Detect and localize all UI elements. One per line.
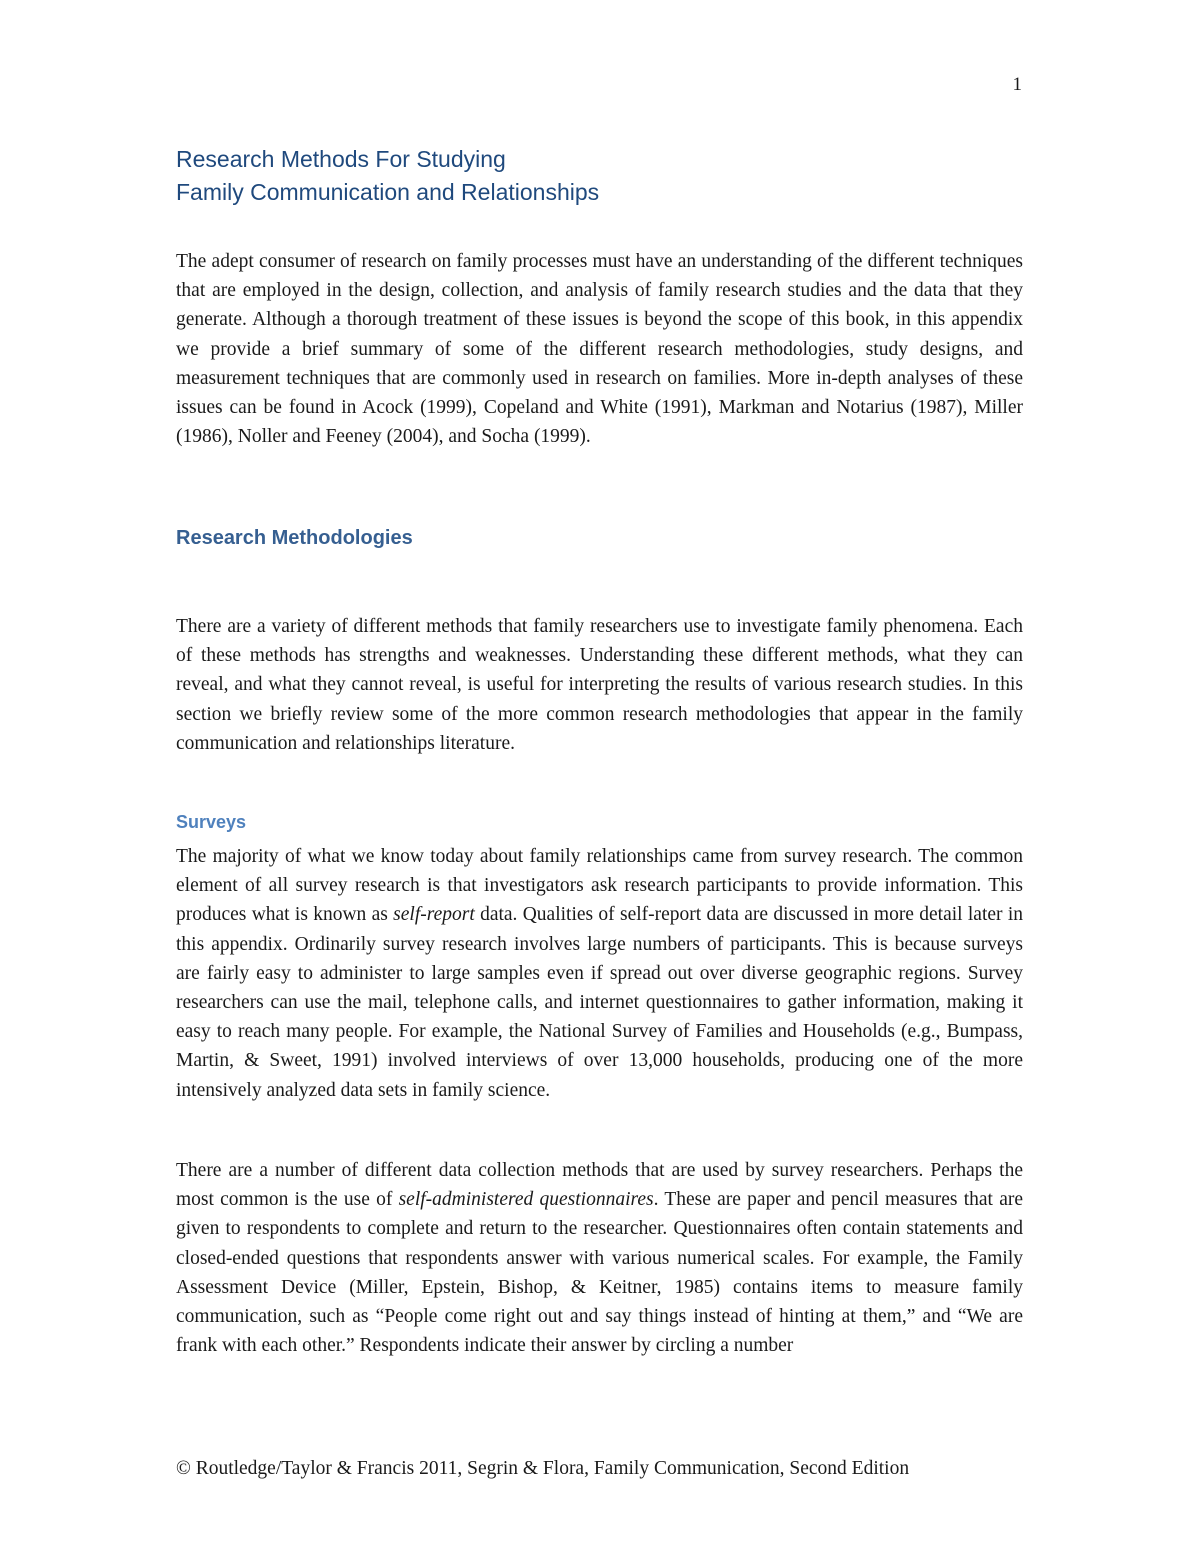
methods-text-1: There are a number of different data collection methods that are used by survey researchers. Perhaps the most common is the use of — [176, 1160, 1023, 1211]
methodologies-paragraph: There are a variety of different methods that family researchers use to investigate family phenomena. Each of these methods has strengths and weaknesses. Understanding these different methods, what they can reveal, and what they cannot reveal, is useful for interpreting the results of various research studies. In this section we briefly review some of the more common research methodologies that appear in the family communication and relationships literature. — [176, 616, 1023, 754]
surveys-text-1: The majority of what we know today about family relationships came from survey research. The common element of all survey research is that investigators ask research participants to provide information. This produces what is known as — [176, 846, 1023, 926]
page-number: 1 — [1012, 74, 1022, 95]
methods-emphasis-questionnaires: self-administered questionnaires — [398, 1189, 654, 1211]
methods-text-2: . These are paper and pencil measures that are given to respondents to complete and return to the researcher. Questionnaires often contain statements and closed-ended questions that respondents answer with various numerical scales. For example, the Family Assessment Device (Miller, Epstein, Bishop, & Keitner, 1985) contains items to measure family communication, such as “People come right out and say things instead of hinting at them,” and “We are frank with each other.” Respondents indicate their answer by circling a number — [176, 1189, 1024, 1357]
data-collection-paragraph — [176, 1156, 1023, 1360]
title-line-2: Family Communication and Relationships — [176, 179, 600, 205]
document-title — [176, 143, 1036, 209]
intro-paragraph: The adept consumer of research on family processes must have an understanding of the different techniques that are employed in the design, collection, and analysis of family research studies and the data that they generate. Although a thorough treatment of these issues is beyond the scope of this book, in this appendix we provide a brief summary of some of the different research methodologies, study designs, and measurement techniques that are commonly used in research on families. More in-depth analyses of these issues can be found in Acock (1999), Copeland and White (1991), Markman and Notarius (1987), Miller (1986), Noller and Feeney (2004), and Socha (1999). — [176, 251, 1023, 448]
copyright-footer: © Routledge/Taylor & Francis 2011, Segrin & Flora, Family Communication, Second Edition — [176, 1458, 910, 1479]
surveys-emphasis-self-report: self-report — [393, 904, 475, 926]
surveys-paragraph — [176, 842, 1023, 1105]
surveys-text-2: data. Qualities of self-report data are discussed in more detail later in this appendix. Ordinarily survey research involves large numbers of participants. This is because surveys are fairly easy to administer to large samples even if spread out over diverse geographic regions. Survey researchers can use the mail, telephone calls, and internet questionnaires to gather information, making it easy to reach many people. For example, the National Survey of Families and Households (e.g., Bumpass, Martin, & Sweet, 1991) involved interviews of over 13,000 households, producing one of the more intensively analyzed data sets in family science. — [176, 904, 1023, 1101]
section-heading-research-methodologies: Research Methodologies — [176, 527, 413, 549]
subsection-heading-surveys: Surveys — [176, 812, 247, 832]
title-line-1: Research Methods For Studying — [176, 146, 506, 172]
